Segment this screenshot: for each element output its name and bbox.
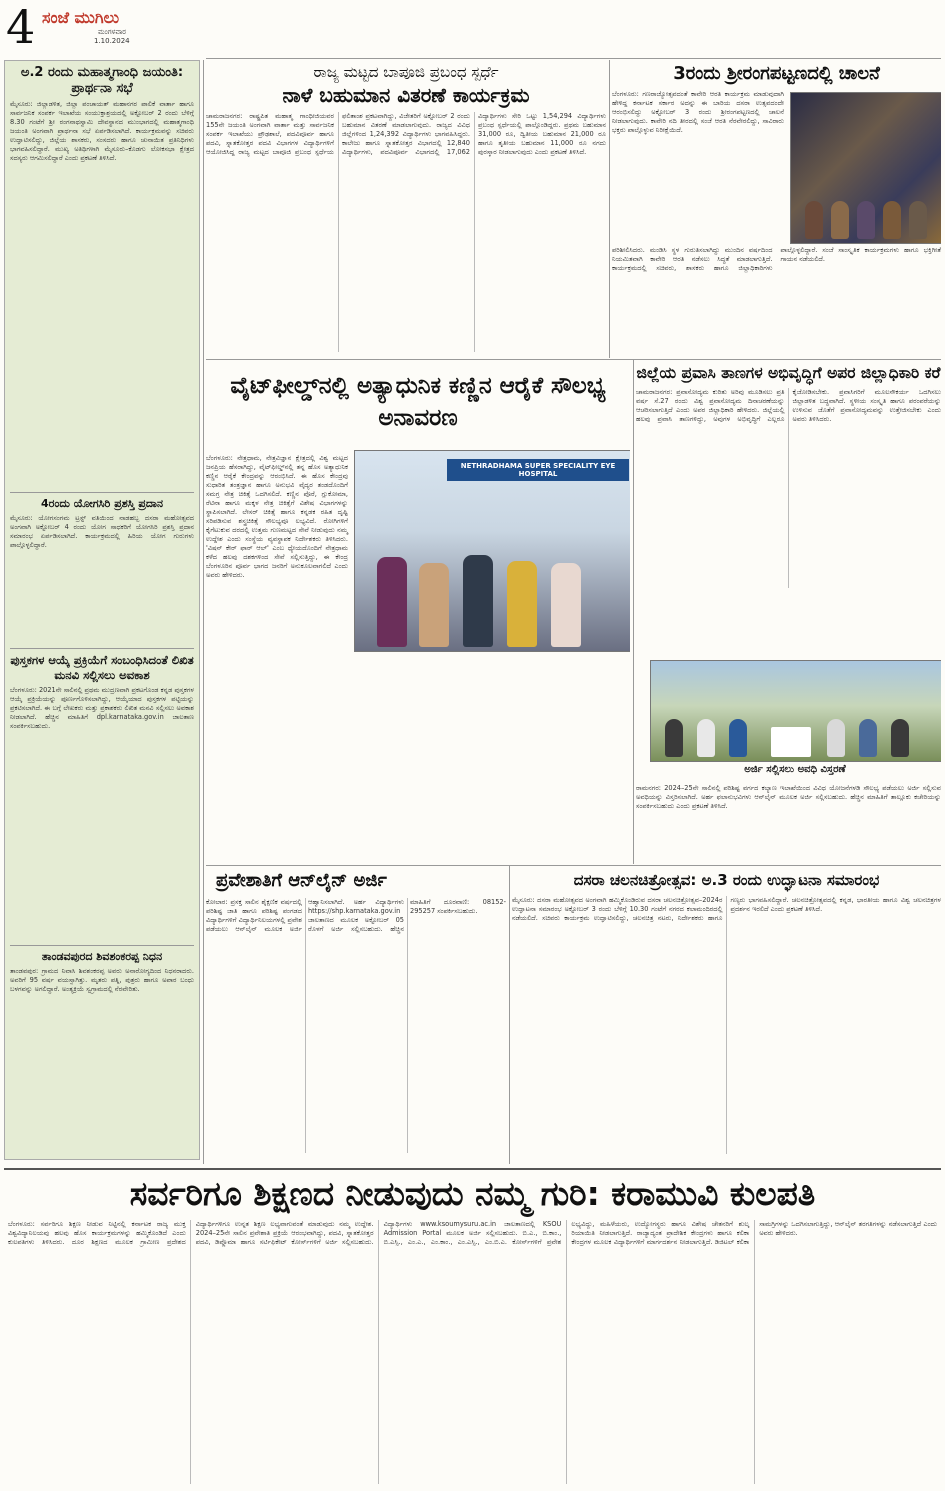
story-tourism-police bbox=[636, 362, 941, 782]
column-rule bbox=[509, 866, 510, 1164]
photo-cauvery-aarti bbox=[790, 92, 941, 244]
column-rule bbox=[609, 60, 610, 358]
story-online-application bbox=[206, 868, 506, 1164]
masthead-logo: ಸಂಜೆ ಮುಗಿಲು bbox=[42, 8, 120, 27]
section-rule bbox=[206, 359, 941, 360]
masthead bbox=[6, 4, 196, 56]
story-body: ಬೆಂಗಳೂರು: ಸರ್ವರಿಗೂ ಶಿಕ್ಷಣ ನೀಡುವ ನಿಟ್ಟಿನಲ್ಲಿ ಕರ್ನಾಟಕ ರಾಜ್ಯ ಮುಕ್ತ ವಿಶ್ವವಿದ್ಯಾನಿಲಯವು ಹಲವು ಹೊಸ ಕಾರ್ಯಕ್ರಮಗಳನ್ನು ಹಮ್ಮಿಕೊಂಡಿದೆ ಎಂದು ಕುಲಪತಿಗಳು ತಿಳಿಸಿದರು. ದೂರ ಶಿಕ್ಷಣದ ಮೂಲಕ ಗ್ರಾಮೀಣ ಪ್ರದೇಶದ ವಿದ್ಯಾರ್ಥಿಗಳಿಗೂ ಉನ್ನತ ಶಿಕ್ಷಣ ಲಭ್ಯವಾಗುವಂತೆ ಮಾಡುವುದು ನಮ್ಮ ಉದ್ದೇಶ. 2024–25ನೇ ಸಾಲಿನ ಪ್ರವೇಶಾತಿ ಪ್ರಕ್ರಿಯೆ ಆರಂಭವಾಗಿದ್ದು, ಪದವಿ, ಸ್ನಾತಕೋತ್ತರ ಪದವಿ, ಡಿಪ್ಲೊಮಾ ಹಾಗೂ ಸರ್ಟಿಫಿಕೇಟ್ ಕೋರ್ಸ್‌ಗಳಿಗೆ ಅರ್ಜಿ ಸಲ್ಲಿಸಬಹುದು. ವಿದ್ಯಾರ್ಥಿಗಳು www.ksoumysuru.ac.in ಜಾಲತಾಣದಲ್ಲಿ KSOU Admission Portal ಮೂಲಕ ಅರ್ಜಿ ಸಲ್ಲಿಸಬಹುದು. ಬಿ.ಎ., ಬಿ.ಕಾಂ., ಬಿ.ಎಸ್ಸಿ., ಎಂ.ಎ., ಎಂ.ಕಾಂ., ಎಂ.ಎಸ್ಸಿ., ಎಂ.ಬಿ.ಎ. ಕೋರ್ಸ್‌ಗಳಿಗೆ ಪ್ರವೇಶ ಲಭ್ಯವಿದ್ದು, ಮಹಿಳೆಯರು, ಉದ್ಯೋಗಸ್ಥರು ಹಾಗೂ ವಿಶೇಷ ಚೇತನರಿಗೆ ಶುಲ್ಕ ರಿಯಾಯಿತಿ ನೀಡಲಾಗುತ್ತಿದೆ. ರಾಜ್ಯಾದ್ಯಂತ ಪ್ರಾದೇಶಿಕ ಕೇಂದ್ರಗಳು ಹಾಗೂ ಕಲಿಕಾ ಕೇಂದ್ರಗಳ ಮೂಲಕ ವಿದ್ಯಾರ್ಥಿಗಳಿಗೆ ಮಾರ್ಗದರ್ಶನ ನೀಡಲಾಗುತ್ತಿದೆ. ಡಿಜಿಟಲ್ ಕಲಿಕಾ ಸಾಮಗ್ರಿಗಳನ್ನು ಒದಗಿಸಲಾಗುತ್ತಿದ್ದು, ಆನ್‌ಲೈನ್ ತರಗತಿಗಳನ್ನು ನಡೆಸಲಾಗುತ್ತಿದೆ ಎಂದು ಅವರು ಹೇಳಿದರು. bbox=[8, 1220, 937, 1246]
section-rule bbox=[206, 58, 941, 59]
story-body: ರಾಮನಗರ: 2024–25ನೇ ಸಾಲಿನಲ್ಲಿ ಪರಿಶಿಷ್ಟ ವರ್ಗದ ಕಲ್ಯಾಣ ಇಲಾಖೆಯಿಂದ ವಿವಿಧ ಯೋಜನೆಗಳಡಿ ಸೌಲಭ್ಯ ಪಡೆಯಲು ಅರ್ಜಿ ಸಲ್ಲಿಸುವ ಅವಧಿಯನ್ನು ವಿಸ್ತರಿಸಲಾಗಿದೆ. ಅರ್ಹ ಫಲಾನುಭವಿಗಳು ಆನ್‌ಲೈನ್ ಮೂಲಕ ಅರ್ಜಿ ಸಲ್ಲಿಸಬಹುದು. ಹೆಚ್ಚಿನ ಮಾಹಿತಿಗೆ ತಾಲ್ಲೂಕು ಕಚೇರಿಯನ್ನು ಸಂಪರ್ಕಿಸಬಹುದು ಎಂದು ಪ್ರಕಟಣೆ ತಿಳಿಸಿದೆ. bbox=[636, 784, 941, 810]
photo-eye-hospital-launch bbox=[354, 450, 630, 652]
story-headline: ದಸರಾ ಚಲನಚಿತ್ರೋತ್ಸವ: ಅ.3 ರಂದು ಉದ್ಘಾಟನಾ ಸಮಾರಂಭ bbox=[573, 871, 880, 889]
story-headline: 4ರಂದು ಯೋಗಸಿರಿ ಪ್ರಶಸ್ತಿ ಪ್ರದಾನ bbox=[40, 497, 164, 510]
left-column bbox=[4, 60, 200, 1160]
story-kicker: ರಾಜ್ಯ ಮಟ್ಟದ ಬಾಪೂಜಿ ಪ್ರಬಂಧ ಸ್ಪರ್ಧೆ bbox=[313, 63, 499, 81]
story-body: ತಾಂಡವಪುರ: ಗ್ರಾಮದ ನಿವಾಸಿ ಶಿವಶಂಕರಪ್ಪ ಅವರು ಅನಾರೋಗ್ಯದಿಂದ ನಿಧನರಾದರು. ಅವರಿಗೆ 95 ವರ್ಷ ವಯಸ್ಸಾಗಿತ್ತು. ಮೃತರು ಪತ್ನಿ, ಪುತ್ರರು ಹಾಗೂ ಅಪಾರ ಬಂಧು ಬಳಗವನ್ನು ಅಗಲಿದ್ದಾರೆ. ಅಂತ್ಯಕ್ರಿಯೆ ಸ್ವಗ್ರಾಮದಲ್ಲಿ ನೆರವೇರಿತು. bbox=[10, 967, 194, 993]
story-eye-hospital bbox=[206, 362, 630, 862]
story-deadline-extension bbox=[636, 784, 941, 864]
story-body: ಬೆಂಗಳೂರು: ಗಣರಾಜ್ಯೋತ್ಸವದಂತೆ ಕಾವೇರಿ ಆರತಿ ಕಾರ್ಯಕ್ರಮ ಮಾಡುವುದಾಗಿ ಹೇಳಿದ್ದ ಕರ್ನಾಟಕ ಸರ್ಕಾರ ಅದನ್ನು ಈ ಬಾರಿಯ ದಸರಾ ಉತ್ಸವದಂದೇ ಆರಂಭಿಸಲಿದ್ದು ಅಕ್ಟೋಬರ್ 3 ರಂದು ಶ್ರೀರಂಗಪಟ್ಟಣದಲ್ಲಿ ಚಾಲನೆ ನೀಡಲಾಗುವುದು. ಕಾವೇರಿ ನದಿ ತೀರದಲ್ಲಿ ಸಂಜೆ ಆರತಿ ನೆರವೇರಲಿದ್ದು, ಸಾವಿರಾರು ಭಕ್ತರು ಪಾಲ್ಗೊಳ್ಳುವ ನಿರೀಕ್ಷೆಯಿದೆ. bbox=[612, 90, 784, 134]
story-headline: ಪುಸ್ತಕಗಳ ಆಯ್ಕೆ ಪ್ರಕ್ರಿಯೆಗೆ ಸಂಬಂಧಿಸಿದಂತೆ ಲಿಖಿತ ಮನವಿ ಸಲ್ಲಿಸಲು ಅವಕಾಶ bbox=[10, 653, 194, 682]
story-headline: ಜಿಲ್ಲೆಯ ಪ್ರವಾಸಿ ತಾಣಗಳ ಅಭಿವೃದ್ಧಿಗೆ ಅಪರ ಜಿಲ್ಲಾಧಿಕಾರಿ ಕರೆ bbox=[636, 364, 941, 382]
story-dasara-film-festival bbox=[512, 868, 941, 1164]
photo-caption: ಅರ್ಜಿ ಸಲ್ಲಿಸಲು ಅವಧಿ ವಿಸ್ತರಣೆ bbox=[744, 764, 846, 775]
story-body-continued: ಪರಿಶೀಲಿಸಿದರು. ಮಂಡಿಸಿ ಸ್ಥಳ ಗುರುತಿಸಲಾಗಿದ್ದು ಮುಂದಿನ ವರ್ಷದಿಂದ ನಿಯಮಿತವಾಗಿ ಕಾವೇರಿ ಆರತಿ ನಡೆಸಲು ಸಿದ್ಧತೆ ಮಾಡಲಾಗುತ್ತಿದೆ. ಕಾರ್ಯಕ್ರಮದಲ್ಲಿ ಸಚಿವರು, ಶಾಸಕರು ಹಾಗೂ ಜಿಲ್ಲಾಧಿಕಾರಿಗಳು ಪಾಲ್ಗೊಳ್ಳಲಿದ್ದಾರೆ. ಸಂಜೆ ಸಾಂಸ್ಕೃತಿಕ ಕಾರ್ಯಕ್ರಮಗಳು ಹಾಗೂ ಭಕ್ತಿಗೀತೆ ಗಾಯನ ನಡೆಯಲಿದೆ. bbox=[612, 246, 941, 272]
story-obituary bbox=[10, 950, 194, 1085]
story-body: ಚಾಮರಾಜನಗರ: ಪ್ರವಾಸೋದ್ಯಮ ಕುರಿತು ಅರಿವು ಮೂಡಿಸಲು ಪ್ರತಿ ವರ್ಷ ಸೆ.27 ರಂದು ವಿಶ್ವ ಪ್ರವಾಸೋದ್ಯಮ ದಿನಾಚರಣೆಯನ್ನು ಆಚರಿಸಲಾಗುತ್ತಿದೆ ಎಂದು ಅಪರ ಜಿಲ್ಲಾಧಿಕಾರಿ ಹೇಳಿದರು. ಜಿಲ್ಲೆಯಲ್ಲಿ ಹಲವು ಪ್ರವಾಸಿ ತಾಣಗಳಿದ್ದು, ಅವುಗಳ ಅಭಿವೃದ್ಧಿಗೆ ಎಲ್ಲರೂ ಕೈಜೋಡಿಸಬೇಕು. ಪ್ರವಾಸಿಗರಿಗೆ ಮೂಲಸೌಕರ್ಯ ಒದಗಿಸಲು ಜಿಲ್ಲಾಡಳಿತ ಬದ್ಧವಾಗಿದೆ. ಸ್ಥಳೀಯ ಸಂಸ್ಕೃತಿ ಹಾಗೂ ಪರಂಪರೆಯನ್ನು ಉಳಿಸುವ ಜೊತೆಗೆ ಪ್ರವಾಸೋದ್ಯಮವನ್ನು ಉತ್ತೇಜಿಸಬೇಕು ಎಂದು ಅವರು ತಿಳಿಸಿದರು. bbox=[636, 388, 941, 423]
section-rule bbox=[206, 865, 941, 866]
story-body: ಬೆಂಗಳೂರು: ನೇತ್ರಧಾಮ, ನೇತ್ರವಿಜ್ಞಾನ ಕ್ಷೇತ್ರದಲ್ಲಿ ವಿಶ್ವ ಮಟ್ಟದ ಜನಪ್ರಿಯ ಹೆಸರಾಗಿದ್ದು, ವೈಟ್‌ಫೀಲ್ಡ್‌ನಲ್ಲಿ ತನ್ನ ಹೊಸ ಅತ್ಯಾಧುನಿಕ ಕಣ್ಣಿನ ಆರೈಕೆ ಕೇಂದ್ರವನ್ನು ಆರಂಭಿಸಿದೆ. ಈ ಹೊಸ ಕೇಂದ್ರವು ಸುಧಾರಿತ ತಂತ್ರಜ್ಞಾನ ಹಾಗೂ ಅನುಭವಿ ವೈದ್ಯರ ತಂಡದೊಂದಿಗೆ ಸಮಗ್ರ ನೇತ್ರ ಚಿಕಿತ್ಸೆ ಒದಗಿಸಲಿದೆ. ಕಣ್ಣಿನ ಪೊರೆ, ಗ್ಲುಕೋಮಾ, ರೆಟಿನಾ ಹಾಗೂ ಮಕ್ಕಳ ನೇತ್ರ ಚಿಕಿತ್ಸೆಗೆ ವಿಶೇಷ ವಿಭಾಗಗಳನ್ನು ಸ್ಥಾಪಿಸಲಾಗಿದೆ. ಲೇಸರ್ ಚಿಕಿತ್ಸೆ ಹಾಗೂ ಕನ್ನಡಕ ರಹಿತ ದೃಷ್ಟಿ ಸರಿಪಡಿಸುವ ಶಸ್ತ್ರಚಿಕಿತ್ಸೆ ಸೌಲಭ್ಯವೂ ಲಭ್ಯವಿದೆ. ರೋಗಿಗಳಿಗೆ ಕೈಗೆಟುಕುವ ದರದಲ್ಲಿ ಉತ್ತಮ ಗುಣಮಟ್ಟದ ಸೇವೆ ನೀಡುವುದು ನಮ್ಮ ಉದ್ದೇಶ ಎಂದು ಸಂಸ್ಥೆಯ ವ್ಯವಸ್ಥಾಪಕ ನಿರ್ದೇಶಕರು ತಿಳಿಸಿದರು. 'ವಿಷನ್ ಕೇರ್ ಫಾರ್ ಆಲ್' ಎಂಬ ಧ್ಯೇಯದೊಂದಿಗೆ ನೇತ್ರಧಾಮ ಕಳೆದ ಹಲವು ದಶಕಗಳಿಂದ ಸೇವೆ ಸಲ್ಲಿಸುತ್ತಿದ್ದು, ಈ ಕೇಂದ್ರ ಬೆಂಗಳೂರಿನ ಪೂರ್ವ ಭಾಗದ ಜನರಿಗೆ ಅನುಕೂಲವಾಗಲಿದೆ ಎಂದು ಅವರು ಹೇಳಿದರು. bbox=[206, 454, 348, 579]
story-body: ಚಾಮರಾಜನಗರ: ರಾಷ್ಟ್ರಪಿತ ಮಹಾತ್ಮ ಗಾಂಧೀಜಿಯವರ 155ನೇ ಜಯಂತಿ ಅಂಗವಾಗಿ ವಾರ್ತಾ ಮತ್ತು ಸಾರ್ವಜನಿಕ ಸಂಪರ್ಕ ಇಲಾಖೆಯು ಪ್ರೌಢಶಾಲೆ, ಪದವಿಪೂರ್ವ ಹಾಗೂ ಪದವಿ, ಸ್ನಾತಕೋತ್ತರ ಪದವಿ ವಿಭಾಗಗಳ ವಿದ್ಯಾರ್ಥಿಗಳಿಗೆ ಆಯೋಜಿಸಿದ್ದ ರಾಜ್ಯ ಮಟ್ಟದ ಬಾಪೂಜಿ ಪ್ರಬಂಧ ಸ್ಪರ್ಧೆಯ ಫಲಿತಾಂಶ ಪ್ರಕಟವಾಗಿದ್ದು, ವಿಜೇತರಿಗೆ ಅಕ್ಟೋಬರ್ 2 ರಂದು ಬಹುಮಾನ ವಿತರಣೆ ಮಾಡಲಾಗುವುದು. ರಾಜ್ಯದ ವಿವಿಧ ಜಿಲ್ಲೆಗಳಿಂದ 1,24,392 ವಿದ್ಯಾರ್ಥಿಗಳು ಭಾಗವಹಿಸಿದ್ದರು. ಕಾಲೇಜು ಹಾಗೂ ಸ್ನಾತಕೋತ್ತರ ವಿಭಾಗದಲ್ಲಿ 12,840 ವಿದ್ಯಾರ್ಥಿಗಳು, ಪದವಿಪೂರ್ವ ವಿಭಾಗದಲ್ಲಿ 17,062 ವಿದ್ಯಾರ್ಥಿಗಳು ಸೇರಿ ಒಟ್ಟು 1,54,294 ವಿದ್ಯಾರ್ಥಿಗಳು ಪ್ರಬಂಧ ಸ್ಪರ್ಧೆಯಲ್ಲಿ ಪಾಲ್ಗೊಂಡಿದ್ದರು. ಪ್ರಥಮ ಬಹುಮಾನ 31,000 ರೂ, ದ್ವಿತೀಯ ಬಹುಮಾನ 21,000 ರೂ ಹಾಗೂ ತೃತೀಯ ಬಹುಮಾನ 11,000 ರೂ ನಗದು ಪುರಸ್ಕಾರ ನೀಡಲಾಗುವುದು ಎಂದು ಪ್ರಕಟಣೆ ತಿಳಿಸಿದೆ. bbox=[206, 112, 606, 156]
story-body: ಮೈಸೂರು: ದಸರಾ ಮಹೋತ್ಸವದ ಅಂಗವಾಗಿ ಹಮ್ಮಿಕೊಂಡಿರುವ ದಸರಾ ಚಲನಚಿತ್ರೋತ್ಸವ–2024ರ ಉದ್ಘಾಟನಾ ಸಮಾರಂಭ ಅಕ್ಟೋಬರ್ 3 ರಂದು ಬೆಳಿಗ್ಗೆ 10.30 ಗಂಟೆಗೆ ನಗರದ ಕಲಾಮಂದಿರದಲ್ಲಿ ನಡೆಯಲಿದೆ. ಸಚಿವರು ಕಾರ್ಯಕ್ರಮ ಉದ್ಘಾಟಿಸಲಿದ್ದು, ಚಲನಚಿತ್ರ ನಟರು, ನಿರ್ದೇಶಕರು ಹಾಗೂ ಗಣ್ಯರು ಭಾಗವಹಿಸಲಿದ್ದಾರೆ. ಚಲನಚಿತ್ರೋತ್ಸವದಲ್ಲಿ ಕನ್ನಡ, ಭಾರತೀಯ ಹಾಗೂ ವಿಶ್ವ ಚಲನಚಿತ್ರಗಳ ಪ್ರದರ್ಶನ ಇರಲಿದೆ ಎಂದು ಪ್ರಕಟಣೆ ತಿಳಿಸಿದೆ. bbox=[512, 896, 941, 922]
story-headline: ಅ.2 ರಂದು ಮಹಾತ್ಮಗಾಂಧಿ ಜಯಂತಿ: ಪ್ರಾರ್ಥನಾ ಸಭೆ bbox=[20, 65, 184, 96]
story-headline: ತಾಂಡವಪುರದ ಶಿವಶಂಕರಪ್ಪ ನಿಧನ bbox=[41, 950, 163, 963]
column-rule bbox=[633, 360, 634, 864]
story-body: ಮೈಸೂರು: ಜಿಲ್ಲಾಡಳಿತ, ಜಿಲ್ಲಾ ಪಂಚಾಯತ್ ಮಹಾನಗರ ಪಾಲಿಕೆ ವಾರ್ತಾ ಹಾಗೂ ಸಾರ್ವಜನಿಕ ಸಂಪರ್ಕ ಇಲಾಖೆಯ ಸಂಯುಕ್ತಾಶ್ರಯದಲ್ಲಿ ಅಕ್ಟೋಬರ್ 2 ರಂದು ಬೆಳಿಗ್ಗೆ 8.30 ಗಂಟೆಗೆ ಶ್ರೀ ರಂಗನಾಥಸ್ವಾಮಿ ದೇವಸ್ಥಾನದ ಮುಂಭಾಗದಲ್ಲಿ ಮಹಾತ್ಮಗಾಂಧಿ ಜಯಂತಿ ಅಂಗವಾಗಿ ಪ್ರಾರ್ಥನಾ ಸಭೆ ಏರ್ಪಡಿಸಲಾಗಿದೆ. ಕಾರ್ಯಕ್ರಮವನ್ನು ಸಚಿವರು ಉದ್ಘಾಟಿಸಲಿದ್ದು, ಜಿಲ್ಲೆಯ ಶಾಸಕರು, ಸಂಸದರು ಹಾಗೂ ಚುನಾಯಿತ ಪ್ರತಿನಿಧಿಗಳು ಭಾಗವಹಿಸಲಿದ್ದಾರೆ. ಮುಖ್ಯ ಅತಿಥಿಗಳಾಗಿ ಮೈಸೂರು–ಕೊಡಗು ಲೋಕಸಭಾ ಕ್ಷೇತ್ರದ ಸದಸ್ಯರು ಆಗಮಿಸಲಿದ್ದಾರೆ ಎಂದು ಪ್ರಕಟಣೆ ತಿಳಿಸಿದೆ. bbox=[10, 100, 194, 162]
photo-tourism-event bbox=[650, 660, 941, 762]
story-body: ಬೆಂಗಳೂರು: 2021ನೇ ಸಾಲಿನಲ್ಲಿ ಪ್ರಥಮ ಮುದ್ರಣವಾಗಿ ಪ್ರಕಟಗೊಂಡ ಕನ್ನಡ ಪುಸ್ತಕಗಳ ಆಯ್ಕೆ ಪ್ರಕ್ರಿಯೆಯನ್ನು ಪೂರ್ಣಗೊಳಿಸಲಾಗಿದ್ದು, ಆಯ್ಕೆಯಾದ ಪುಸ್ತಕಗಳ ಪಟ್ಟಿಯನ್ನು ಪ್ರಕಟಿಸಲಾಗಿದೆ. ಈ ಬಗ್ಗೆ ಲೇಖಕರು ಮತ್ತು ಪ್ರಕಾಶಕರು ಲಿಖಿತ ಮನವಿ ಸಲ್ಲಿಸಲು ಅವಕಾಶ ನೀಡಲಾಗಿದೆ. ಹೆಚ್ಚಿನ ಮಾಹಿತಿಗೆ dpl.karnataka.gov.in ಜಾಲತಾಣ ಸಂಪರ್ಕಿಸಬಹುದು. bbox=[10, 686, 194, 730]
story-books-selection bbox=[10, 653, 194, 941]
story-ksou-banner bbox=[4, 1168, 941, 1488]
story-gandhi-jayanti bbox=[10, 65, 194, 488]
story-yogasiri bbox=[10, 497, 194, 644]
story-body: ಕೋಲಾರ: ಪ್ರಸಕ್ತ ಸಾಲಿನ ಶೈಕ್ಷಣಿಕ ವರ್ಷದಲ್ಲಿ ಪರಿಶಿಷ್ಟ ಜಾತಿ ಹಾಗೂ ಪರಿಶಿಷ್ಟ ಪಂಗಡದ ವಿದ್ಯಾರ್ಥಿಗಳಿಗೆ ವಿದ್ಯಾರ್ಥಿನಿಲಯಗಳಲ್ಲಿ ಪ್ರವೇಶ ಪಡೆಯಲು ಆನ್‌ಲೈನ್ ಮೂಲಕ ಅರ್ಜಿ ಆಹ್ವಾನಿಸಲಾಗಿದೆ. ಅರ್ಹ ವಿದ್ಯಾರ್ಥಿಗಳು https://shp.karnataka.gov.in ಜಾಲತಾಣದ ಮೂಲಕ ಅಕ್ಟೋಬರ್ 05 ರೊಳಗೆ ಅರ್ಜಿ ಸಲ್ಲಿಸಬಹುದು. ಹೆಚ್ಚಿನ ಮಾಹಿತಿಗೆ ದೂರವಾಣಿ: 08152-295257 ಸಂಪರ್ಕಿಸಬಹುದು. bbox=[206, 898, 506, 933]
masthead-date: 1.10.2024 bbox=[94, 37, 130, 45]
story-headline: ಪ್ರವೇಶಾತಿಗೆ ಆನ್‌ಲೈನ್ ಅರ್ಜಿ bbox=[216, 870, 387, 891]
story-headline: ನಾಳೆ ಬಹುಮಾನ ವಿತರಣೆ ಕಾರ್ಯಕ್ರಮ bbox=[282, 83, 530, 107]
story-headline: 3ರಂದು ಶ್ರೀರಂಗಪಟ್ಟಣದಲ್ಲಿ ಚಾಲನೆ bbox=[673, 63, 880, 84]
story-bapuji-essay bbox=[206, 62, 606, 357]
story-srirangapatna bbox=[612, 62, 941, 357]
hospital-sign: NETHRADHAMA SUPER SPECIALITY EYE HOSPITAL bbox=[447, 459, 629, 481]
story-headline: ಸರ್ವರಿಗೂ ಶಿಕ್ಷಣದ ನೀಡುವುದು ನಮ್ಮ ಗುರಿ: ಕರಾಮುವಿ ಕುಲಪತಿ bbox=[129, 1174, 816, 1213]
story-headline: ವೈಟ್‌ಫೀಲ್ಡ್‌ನಲ್ಲಿ ಅತ್ಯಾಧುನಿಕ ಕಣ್ಣಿನ ಆರೈಕೆ ಸೌಲಭ್ಯ ಅನಾವರಣ bbox=[230, 373, 606, 431]
story-body: ಮೈಸೂರು: ಯೋಗಸಂಗಮ ಟ್ರಸ್ಟ್ ವತಿಯಿಂದ ನಾಡಹಬ್ಬ ದಸರಾ ಮಹೋತ್ಸವದ ಅಂಗವಾಗಿ ಅಕ್ಟೋಬರ್ 4 ರಂದು ಯೋಗ ಸಾಧಕರಿಗೆ ಯೋಗಸಿರಿ ಪ್ರಶಸ್ತಿ ಪ್ರದಾನ ಸಮಾರಂಭ ಏರ್ಪಡಿಸಲಾಗಿದೆ. ಕಾರ್ಯಕ್ರಮದಲ್ಲಿ ಹಿರಿಯ ಯೋಗ ಗುರುಗಳು ಪಾಲ್ಗೊಳ್ಳಲಿದ್ದಾರೆ. bbox=[10, 514, 194, 549]
masthead-day: ಮಂಗಳವಾರ bbox=[98, 28, 127, 36]
column-rule bbox=[203, 60, 204, 1164]
page-number: 4 bbox=[6, 4, 36, 54]
